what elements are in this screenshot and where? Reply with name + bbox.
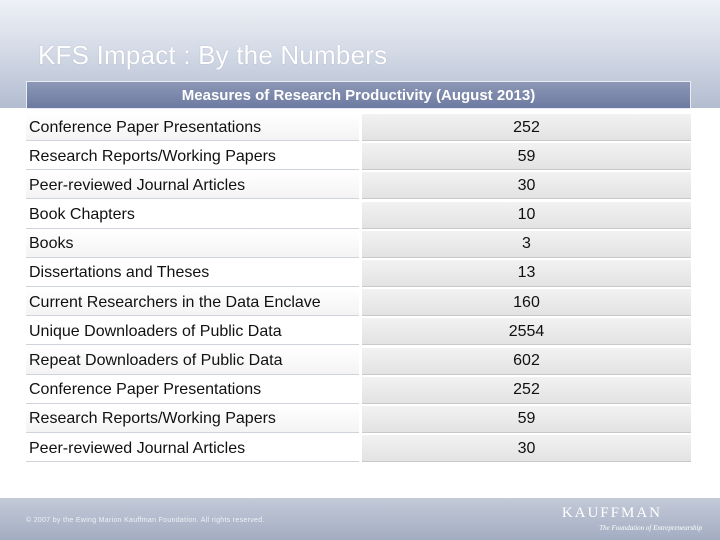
row-label: Peer-reviewed Journal Articles (26, 172, 359, 199)
row-value: 59 (362, 143, 691, 170)
table-row (26, 348, 691, 375)
row-label: Current Researchers in the Data Enclave (26, 289, 359, 316)
table-row (26, 143, 691, 170)
row-label: Dissertations and Theses (26, 260, 359, 287)
table-row (26, 289, 691, 316)
productivity-table (26, 114, 691, 464)
row-label: Research Reports/Working Papers (26, 406, 359, 433)
row-label: Books (26, 231, 359, 258)
row-label: Repeat Downloaders of Public Data (26, 348, 359, 375)
row-value: 252 (362, 377, 691, 404)
row-label: Book Chapters (26, 202, 359, 229)
row-value: 3 (362, 231, 691, 258)
table-row (26, 435, 691, 462)
kauffman-logo: KAUFFMAN (561, 505, 662, 521)
row-value: 602 (362, 348, 691, 375)
row-label: Peer-reviewed Journal Articles (26, 435, 359, 462)
row-value: 10 (362, 202, 691, 229)
row-value: 160 (362, 289, 691, 316)
table-header: Measures of Research Productivity (August 2013) (26, 81, 691, 109)
row-value: 2554 (362, 318, 691, 345)
table-row (26, 318, 691, 345)
table-row (26, 377, 691, 404)
table-row (26, 202, 691, 229)
table-row (26, 406, 691, 433)
table-row (26, 231, 691, 258)
table-row (26, 114, 691, 141)
row-value: 30 (362, 172, 691, 199)
table-row (26, 172, 691, 199)
row-value: 59 (362, 406, 691, 433)
table-row (26, 260, 691, 287)
copyright-notice: © 2007 by the Ewing Marion Kauffman Foundation. All rights reserved. (26, 517, 265, 524)
row-label: Research Reports/Working Papers (26, 143, 359, 170)
row-value: 252 (362, 114, 691, 141)
row-label: Unique Downloaders of Public Data (26, 318, 359, 345)
row-label: Conference Paper Presentations (26, 377, 359, 404)
row-label: Conference Paper Presentations (26, 114, 359, 141)
slide-title: KFS Impact : By the Numbers (38, 40, 388, 70)
logo-tagline: The Foundation of Entrepreneurship (599, 524, 702, 532)
row-value: 30 (362, 435, 691, 462)
row-value: 13 (362, 260, 691, 287)
